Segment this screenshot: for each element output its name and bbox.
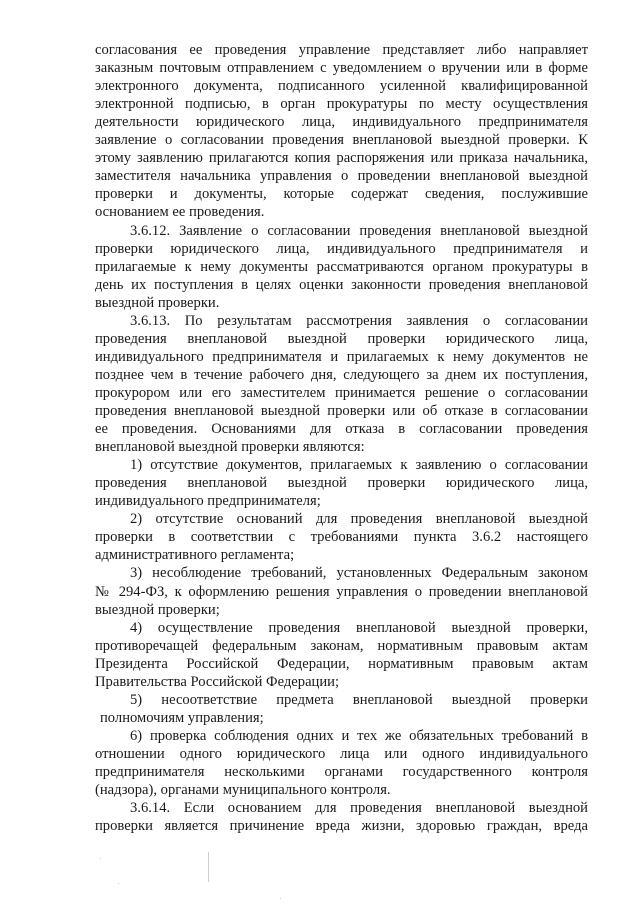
text-line: Правительства Российской Федерации; (95, 673, 340, 690)
text-line: 5) несоответствие предмета внеплановой выездной проверки (130, 691, 588, 708)
text-line: основанием ее проведения. (95, 204, 265, 221)
text-line: 3.6.13. По результатам рассмотрения заявления о согласовании (130, 312, 588, 329)
text-line: выездной проверки; (95, 601, 220, 618)
text-line: индивидуального предпринимателя и прилагаемых к нему документов не (95, 348, 588, 365)
text-line: проверки и документы, которые содержат сведения, послужившие (95, 186, 588, 203)
text-line: 1) отсутствие документов, прилагаемых к заявлению о согласовании (130, 457, 588, 474)
text-line: № 294-ФЗ, к оформлению решения управления о проведении внеплановой (95, 583, 588, 600)
text-line: прокурором или его заместителем принимается решение о согласовании (95, 384, 588, 401)
text-line: Президента Российской Федерации, нормативным правовым актам (95, 655, 588, 672)
text-line: полномочиям управления; (100, 709, 264, 726)
text-line: отношении одного юридического лица или одного индивидуального (95, 745, 588, 762)
text-line: этому заявлению прилагаются копия распоряжения или приказа начальника, (95, 150, 588, 167)
scan-mark (100, 858, 101, 859)
scan-mark (280, 898, 281, 899)
text-line: (надзора), органами муниципального контроля. (95, 782, 391, 799)
text-line: электронного документа, подписанного усиленной квалифицированной (95, 78, 588, 95)
text-line: 6) проверка соблюдения одних и тех же обязательных требований в (130, 727, 588, 744)
text-line: заявление о согласовании проведения внеплановой выездной проверки. К (95, 132, 588, 149)
scan-mark (208, 852, 209, 882)
text-line: заместителя начальника управления о проведении внеплановой выездной (95, 168, 588, 185)
text-line: заказным почтовым отправлением с уведомлением о вручении или в форме (95, 60, 588, 77)
text-line: 3.6.14. Если основанием для проведения внеплановой выездной (130, 800, 588, 817)
scan-mark (118, 883, 119, 884)
text-line: противоречащей федеральным законам, нормативным правовым актам (95, 637, 588, 654)
text-line: выездной проверки. (95, 294, 220, 311)
text-line: проверки юридического лица, индивидуального предпринимателя и (95, 240, 588, 257)
text-line: проверки является причинение вреда жизни, здоровью граждан, вреда (95, 818, 588, 835)
text-line: административного регламента; (95, 547, 295, 564)
text-line: проведения внеплановой выездной проверки юридического лица, (95, 330, 588, 347)
text-line: позднее чем в течение рабочего дня, следующего за днем их поступления, (95, 366, 588, 383)
text-line: электронной подписью, в орган прокуратуры по месту осуществления (95, 96, 588, 113)
text-line: 4) осуществление проведения внеплановой выездной проверки, (130, 619, 588, 636)
text-line: день их поступления в целях оценки законности проведения внеплановой (95, 276, 588, 293)
text-line: проверки в соответствии с требованиями пункта 3.6.2 настоящего (95, 529, 588, 546)
text-line: прилагаемые к нему документы рассматриваются органом прокуратуры в (95, 258, 588, 275)
text-line: проведения внеплановой выездной проверки или об отказе в согласовании (95, 403, 588, 419)
text-line: 3.6.12. Заявление о согласовании проведения внеплановой выездной (130, 222, 588, 239)
text-line: 3) несоблюдение требований, установленных Федеральным законом (130, 565, 588, 582)
text-line: согласования ее проведения управление представляет либо направляет (95, 42, 588, 58)
text-line: деятельности юридического лица, индивидуального предпринимателя (95, 114, 588, 131)
text-line: ее проведения. Основаниями для отказа в согласовании проведения (95, 421, 588, 438)
text-line: внеплановой выездной проверки являются: (95, 439, 365, 456)
text-line: предпринимателя несколькими органами государственного контроля (95, 764, 588, 780)
text-line: проведения внеплановой выездной проверки юридического лица, (95, 475, 588, 492)
text-line: 2) отсутствие оснований для проведения внеплановой выездной (130, 511, 588, 528)
text-line: индивидуального предпринимателя; (95, 493, 321, 510)
